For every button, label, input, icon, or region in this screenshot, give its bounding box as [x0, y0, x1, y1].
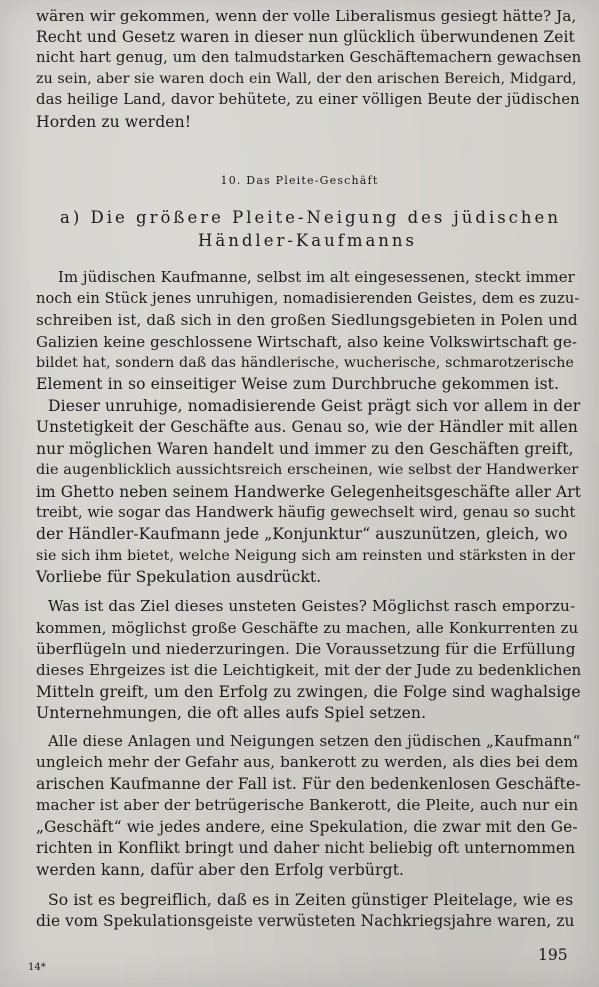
- text-line: „Geschäft“ wie jedes andere, eine Spekulation, die zwar mit den Ge-: [36, 818, 578, 836]
- text-line: richten in Konflikt bringt und daher nicht beliebig oft unternommen: [36, 839, 576, 857]
- text-line: macher ist aber der betrügerische Bankerott, die Pleite, auch nur ein: [36, 796, 579, 814]
- text-line: Vorliebe für Spekulation ausdrückt.: [36, 568, 322, 586]
- text-line: das heilige Land, davor behütete, zu einer völligen Beute der jüdischen: [36, 91, 580, 108]
- text-line: nicht hart genug, um den talmudstarken Geschäftemachern gewachsen: [36, 49, 582, 66]
- text-line: treibt, wie sogar das Handwerk häufig gewechselt wird, genau so sucht: [36, 504, 576, 521]
- text-line: Unstetigkeit der Geschäfte aus. Genau so, wie der Händler mit allen: [36, 418, 578, 436]
- text-line: Horden zu werden!: [36, 113, 192, 131]
- text-line: Unternehmungen, die oft alles aufs Spiel setzen.: [36, 704, 427, 722]
- text-line: zu sein, aber sie waren doch ein Wall, der den arischen Bereich, Midgard,: [36, 71, 577, 87]
- page-number: 195: [538, 946, 568, 964]
- text-line: sie sich ihm bietet, welche Neigung sich am reinsten und stärksten in der: [36, 548, 576, 564]
- text-line: ungleich mehr der Gefahr aus, bankerott zu werden, als dies bei dem: [36, 753, 579, 771]
- text-line: Was ist das Ziel dieses unsteten Geistes? Möglichst rasch emporzu-: [48, 597, 576, 615]
- text-line: Element in so einseitiger Weise zum Durchbruche gekommen ist.: [36, 375, 560, 393]
- section-heading: 10. Das Pleite-Geschäft: [220, 174, 379, 187]
- subsection-heading-line-2: Händler-Kaufmanns: [198, 231, 418, 250]
- text-line: werden kann, dafür aber den Erfolg verbürgt.: [36, 861, 405, 879]
- text-line: die augenblicklich aussichtsreich erscheinen, wie selbst der Handwerker: [36, 462, 579, 478]
- text-line: Dieser unruhige, nomadisierende Geist prägt sich vor allem in der: [48, 397, 581, 415]
- text-line: dieses Ehrgeizes ist die Leichtigkeit, mit der der Jude zu bedenklichen: [36, 661, 582, 679]
- text-line: schreiben ist, daß sich in den großen Siedlungsgebieten in Polen und: [36, 311, 578, 329]
- text-line: arischen Kaufmanne der Fall ist. Für den bedenkenlosen Geschäfte-: [36, 775, 581, 793]
- text-line: So ist es begreiflich, daß es in Zeiten günstiger Pleitelage, wie es: [48, 891, 574, 909]
- text-line: überflügeln und niederzuringen. Die Voraussetzung für die Erfüllung: [36, 640, 576, 658]
- text-line: Im jüdischen Kaufmanne, selbst im alt eingesessenen, steckt immer: [58, 269, 575, 286]
- text-line: Galizien keine geschlossene Wirtschaft, also keine Volkswirtschaft ge-: [36, 333, 578, 351]
- text-line: Mitteln greift, um den Erfolg zu zwingen, die Folge sind waghalsige: [36, 683, 581, 701]
- text-line: nur möglichen Waren handelt und immer zu den Geschäften greift,: [36, 440, 574, 458]
- signature-mark: 14*: [28, 962, 46, 973]
- text-line: im Ghetto neben seinem Handwerke Gelegenheitsgeschäfte aller Art: [36, 483, 582, 501]
- text-line: bildet hat, sondern daß das händlerische, wucherische, schmarotzerische: [36, 355, 574, 371]
- text-line: die vom Spekulationsgeiste verwüsteten Nachkriegsjahre waren, zu: [36, 912, 575, 930]
- subsection-heading-line-1: a) Die größere Pleite-Neigung des jüdischen: [60, 208, 561, 227]
- text-line: kommen, möglichst große Geschäfte zu machen, alle Konkurrenten zu: [36, 619, 579, 637]
- text-line: der Händler-Kaufmann jede „Konjunktur“ auszunützen, gleich, wo: [36, 525, 568, 543]
- text-line: Alle diese Anlagen und Neigungen setzen den jüdischen „Kaufmann“: [48, 732, 581, 750]
- text-line: Recht und Gesetz waren in dieser nun glücklich überwundenen Zeit: [36, 28, 575, 46]
- text-line: wären wir gekommen, wenn der volle Liberalismus gesiegt hätte? Ja,: [36, 7, 577, 25]
- text-line: noch ein Stück jenes unruhigen, nomadisierenden Geistes, dem es zuzu-: [36, 290, 580, 307]
